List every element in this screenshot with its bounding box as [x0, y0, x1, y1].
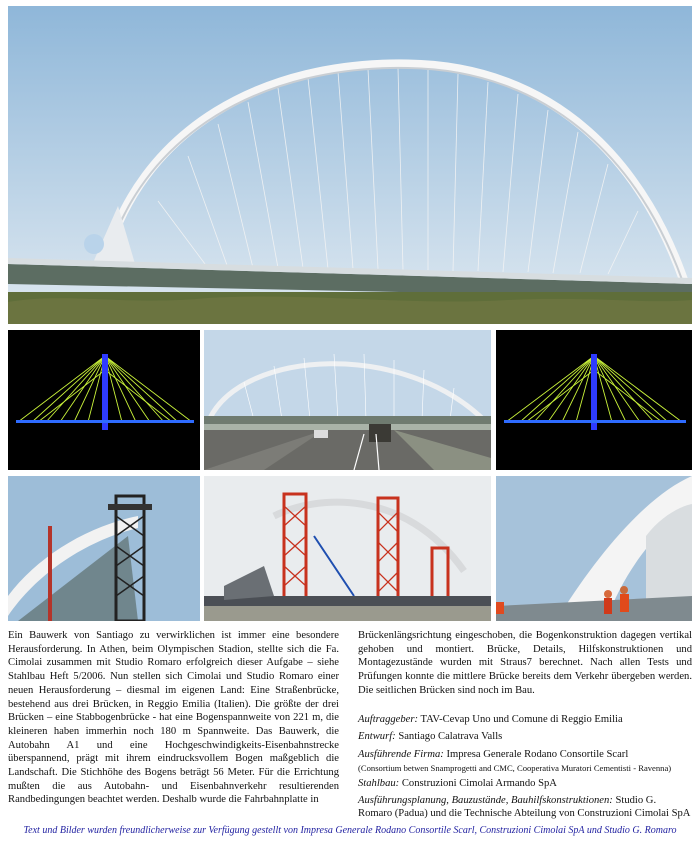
credit-firma [358, 748, 692, 761]
credit-auftraggeber [358, 713, 692, 726]
credit-stahlbau [358, 777, 692, 790]
credit-value: Impresa Generale Rodano Consortile Scarl [443, 749, 629, 760]
fem-model-left [8, 330, 200, 470]
bridge-over-highway-photo [204, 330, 491, 470]
credit-value: Studio G. Romaro (Padua) und die Technische Abteilung von Construzioni Cimolai SpA [358, 795, 691, 820]
arch-base-workers-photo [496, 476, 692, 621]
hero-bridge-photo [8, 6, 692, 324]
construction-towers-photo [204, 476, 491, 621]
credit-value: Construzioni Cimolai Armando SpA [399, 778, 557, 789]
credit-label: Entwurf: [358, 731, 396, 742]
credit-label: Auftraggeber: [358, 714, 419, 725]
credit-planung [358, 794, 692, 821]
credit-value: TAV-Cevap Uno und Comune di Reggio Emilia [418, 714, 623, 725]
fem-model-right [496, 330, 692, 470]
article-text-right: Brückenlängsrichtung eingeschoben, die Bogenkonstruktion dagegen vertikal gehoben und montiert. Brücke, Details, Hilfskonstruktionen und Montagezustände wurden mit Straus7 berechnet. Nach allen Tests und Prüfungen konnte die mittlere Brücke bereits dem Verkehr übergeben werden. Die seitlichen Brücken sind noch im Bau. [358, 630, 692, 696]
credit-label: Ausführungsplanung, Bauzustände, Bauhilfskonstruktionen: [358, 795, 613, 806]
footer-credit: Text und Bilder wurden freundlicherweise zur Verfügung gestellt von Impresa Generale Rodano Consortile Scarl, Construzioni Cimolai SpA und Studio G. Romaro [23, 825, 677, 836]
credit-firma-note: (Consortium betwen Snamprogetti and CMC, Cooperativa Muratori Cementisti - Ravenna) [358, 763, 672, 773]
credit-label: Ausführende Firma: [358, 749, 444, 760]
credit-label: Stahlbau: [358, 778, 400, 789]
article-text-left: Ein Bauwerk von Santiago zu verwirklichen ist immer eine besondere Herausforderung. In Athen, beim Olympischen Stadion, stellte sich die Fa. Cimolai zusammen mit Studio Romaro erfolgreich dieser Aufgabe – siehe Stahlbau Heft 5/2006. Nun stellen sich Cimolai und Studio Romaro einer neuen Herausforderung – diesmal im eigenen Land: Eine Straßenbrücke, bestehend aus drei Brücken, in Reggio Emilia (Italien). Die größte der drei Brücken – eine Stabbogenbrücke - hat eine Bogenspannweite von 221 m, die kleineren haben immerhin noch 180 m Spannweite. Das Bauwerk, die Autobahn A1 und eine Hochgeschwindigkeits-Eisenbahnstrecke überspannend, prägt mit ihrem eindrucksvollem Bogen maßgeblich die Landschaft. Die Stichhöhe des Bogens beträgt 56 Meter. Für die Errichtung mußten die aus Autobahn- und Eisenbahnverkehr resultierenden Randbedingungen beachtet werden. Deshalb wurde die Fahrbahnplatte in [8, 630, 339, 806]
credit-entwurf [358, 730, 692, 743]
credit-value: Santiago Calatrava Valls [395, 731, 503, 742]
arch-erection-tower-photo [8, 476, 200, 621]
